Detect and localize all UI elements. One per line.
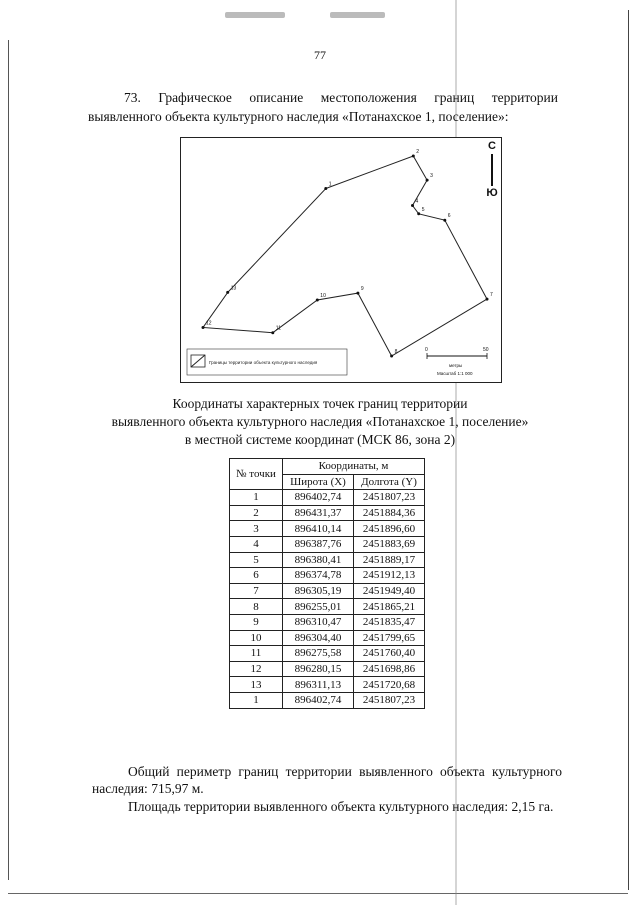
header-latitude: Широта (X): [283, 474, 354, 490]
point-number-cell: 10: [230, 630, 283, 646]
longitude-cell: 2451889,17: [354, 552, 425, 568]
boundary-point-label: 7: [490, 292, 493, 299]
latitude-cell: 896304,40: [283, 630, 354, 646]
table-row: [230, 614, 425, 630]
boundary-point: [417, 212, 420, 215]
table-row: [230, 536, 425, 552]
point-number-cell: 7: [230, 583, 283, 599]
latitude-cell: 896275,58: [283, 646, 354, 662]
north-arrow: [486, 141, 498, 199]
point-number-cell: 13: [230, 677, 283, 693]
caption-line-3: в местной системе координат (МСК 86, зона 2): [184, 432, 456, 447]
section-heading: 73. Графическое описание местоположения границ территории выявленного объекта культурного наследия «Потанахское 1, поселение»:: [88, 90, 558, 124]
latitude-cell: 896410,14: [283, 521, 354, 537]
point-number-cell: 6: [230, 568, 283, 584]
boundary-polygon: [203, 156, 487, 356]
boundary-map: [180, 137, 502, 383]
latitude-cell: 896380,41: [283, 552, 354, 568]
boundary-point: [443, 219, 446, 222]
longitude-cell: 2451835,47: [354, 614, 425, 630]
latitude-cell: 896311,13: [283, 677, 354, 693]
latitude-cell: 896387,76: [283, 536, 354, 552]
header-point-number: № точки: [230, 459, 283, 490]
table-row: [230, 552, 425, 568]
boundary-map-canvas: [181, 138, 501, 382]
north-arrow-bar: [491, 154, 493, 186]
latitude-cell: 896280,15: [283, 661, 354, 677]
boundary-point: [390, 355, 393, 358]
scan-edge-left: [8, 40, 9, 880]
latitude-cell: 896431,37: [283, 505, 354, 521]
point-number-cell: 5: [230, 552, 283, 568]
longitude-cell: 2451949,40: [354, 583, 425, 599]
boundary-point-label: 4: [415, 198, 419, 205]
boundary-point-label: 8: [394, 349, 398, 355]
boundary-point-label: 9: [360, 286, 364, 293]
boundary-point-label: 6: [447, 213, 451, 220]
point-number-cell: 1: [230, 692, 283, 708]
scale-units: метры: [449, 363, 463, 368]
caption-line-1: Координаты характерных точек границ территории: [172, 396, 468, 411]
table-row: [230, 661, 425, 677]
table-row: [230, 630, 425, 646]
boundary-point: [412, 155, 415, 158]
scan-edge-bottom: [8, 893, 628, 894]
boundary-point: [202, 326, 205, 329]
scan-smudge: [330, 12, 385, 18]
boundary-point-label: 1: [328, 181, 332, 188]
point-number-cell: 3: [230, 521, 283, 537]
longitude-cell: 2451896,60: [354, 521, 425, 537]
longitude-cell: 2451807,23: [354, 692, 425, 708]
longitude-cell: 2451720,68: [354, 677, 425, 693]
longitude-cell: 2451884,36: [354, 505, 425, 521]
longitude-cell: 2451865,21: [354, 599, 425, 615]
point-number-cell: 11: [230, 646, 283, 662]
boundary-point: [324, 187, 327, 190]
scan-smudge: [225, 12, 285, 18]
north-label: С: [488, 140, 496, 152]
coordinates-table: [229, 458, 425, 709]
latitude-cell: 896310,47: [283, 614, 354, 630]
table-caption: [0, 395, 640, 449]
page-number: 77: [314, 48, 326, 62]
point-number-cell: 8: [230, 599, 283, 615]
table-row: [230, 677, 425, 693]
longitude-cell: 2451807,23: [354, 490, 425, 506]
boundary-point-label: 13: [230, 285, 237, 292]
boundary-point-label: 10: [320, 293, 326, 299]
boundary-point: [411, 204, 414, 207]
latitude-cell: 896255,01: [283, 599, 354, 615]
boundary-point-label: 2: [416, 149, 420, 155]
table-row: [230, 692, 425, 708]
boundary-point: [356, 292, 359, 295]
legend-swatch-line: [191, 355, 205, 367]
scale-ratio: Масштаб 1:1 000: [437, 371, 473, 376]
header-longitude: Долгота (Y): [354, 474, 425, 490]
scale-tick-label-0: 0: [425, 347, 428, 353]
boundary-point: [316, 299, 319, 302]
point-number-cell: 1: [230, 490, 283, 506]
table-row: [230, 646, 425, 662]
boundary-point-label: 3: [430, 173, 433, 180]
point-number-cell: 4: [230, 536, 283, 552]
latitude-cell: 896374,78: [283, 568, 354, 584]
boundary-point: [486, 298, 489, 301]
table-row: [230, 599, 425, 615]
latitude-cell: 896402,74: [283, 490, 354, 506]
table-row: [230, 490, 425, 506]
longitude-cell: 2451912,13: [354, 568, 425, 584]
caption-line-2: выявленного объекта культурного наследия «Потанахское 1, поселение»: [111, 414, 529, 429]
table-row: [230, 505, 425, 521]
table-row: [230, 568, 425, 584]
scale-tick-label-50: 50: [483, 347, 489, 353]
perimeter-text: Общий периметр границ территории выявленного объекта культурного наследия: 715,97 м.: [92, 764, 562, 796]
table-row: [230, 583, 425, 599]
longitude-cell: 2451799,65: [354, 630, 425, 646]
south-label: Ю: [486, 187, 498, 199]
point-number-cell: 9: [230, 614, 283, 630]
legend-text: Границы территории объекта культурного наследия: [209, 360, 318, 365]
latitude-cell: 896305,19: [283, 583, 354, 599]
header-coordinates: Координаты, м: [283, 459, 425, 475]
boundary-point-label: 5: [421, 206, 425, 213]
area-text: Площадь территории выявленного объекта культурного наследия: 2,15 га.: [128, 799, 554, 814]
longitude-cell: 2451760,40: [354, 646, 425, 662]
boundary-point: [426, 179, 429, 182]
boundary-point-label: 12: [206, 320, 212, 327]
latitude-cell: 896402,74: [283, 692, 354, 708]
boundary-point-label: 11: [275, 325, 282, 332]
longitude-cell: 2451698,86: [354, 661, 425, 677]
point-number-cell: 12: [230, 661, 283, 677]
longitude-cell: 2451883,69: [354, 536, 425, 552]
scan-edge-right: [628, 10, 629, 890]
table-row: [230, 521, 425, 537]
point-number-cell: 2: [230, 505, 283, 521]
boundary-point: [271, 331, 274, 334]
boundary-point: [226, 291, 229, 294]
